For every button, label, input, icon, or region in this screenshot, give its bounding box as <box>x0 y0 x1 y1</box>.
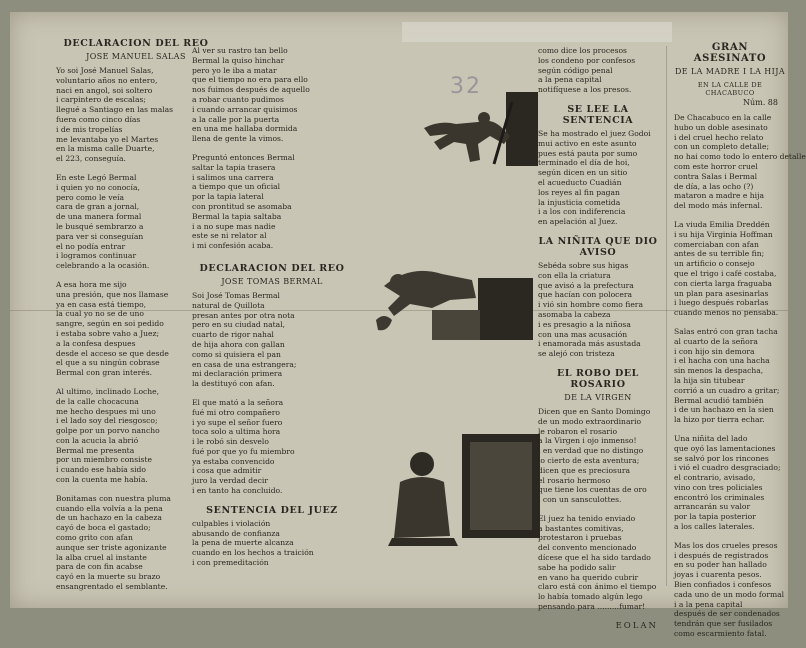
col3-sentence-title: SE LEE LA SENTENCIA <box>562 103 634 126</box>
col4-title: GRAN ASESINATO <box>693 42 767 64</box>
col4-stanza: Mas los dos crueles presos i después de registrados en su poder han hallado joyas i cuarenta pesos. Bien confiados i confesos cada uno de un modo formal i a la pena capital después de ser condenados tendrán que ser fusilados como escarmiento fatal. <box>674 540 785 639</box>
col2-title: DECLARACION DEL REO <box>199 262 345 274</box>
col2-sentence-title: SENTENCIA DEL JUEZ <box>206 504 338 516</box>
col1-stanza: En este Legó Bermal i quien yo no conocía, pero como le veía cara de gran a jornal, de una manera formal le busqué sembrarzo a para ver si conseguían el no podía entrar i logramos continuar celebrando a la ocasión. <box>56 172 150 271</box>
col1-stanza: A esa hora me sijo una presión, que nos llamase ya en casa está tiempo, la cual yo no se de uno sangre, según en soi pedido i estaba sobre vaho a Juez; a la confesa despues desde el acceso se que desde el que a su ningún cobrase Bermal con gran interés. <box>56 279 169 378</box>
col4-stanza: Salas entró con gran tacha al cuarto de la señora i con hijo sin demora i el hacha con una hacha sin menos la despacha, la hija sin titubear corrió a un cuadro a gritar; Bermal acudió también i de un hachazo en la sien la hizo por tierra echar. <box>674 326 780 425</box>
col1-title: DECLARACION DEL REO <box>63 38 209 49</box>
col3-stanza: como dice los procesos los condeno por confesos según código penal a la pena capital notifíquese a los presos. <box>538 46 636 95</box>
col3-stanza: Se ha mostrado el juez Godoi mui activo en este asunto pues está pauta por sumo terminado el día de hoi, según dicen en un sitio el acueducto Cuadián los reyes al fin pagan la injusticia cometida i a los con indiferencia en apelación al Juez. <box>538 128 651 227</box>
col4-subtitle: DE LA MADRE I LA HIJA <box>674 67 786 76</box>
column-3 <box>538 46 658 631</box>
col2-stanza: Al ver su rastro tan bello Bermal la quiso hinchar pero yo le iba a matar que el tiempo no era para ello nos fuimos después de aquello a robar cuanto pudimos i cuando arrancar quisimos a la calle por la puerta en una me hallaba dormida llena de gente la vimos. <box>192 46 310 144</box>
col4-stanza: La viuda Emilia Dreddén i su hija Virginia Hoffman comerciaban con afan antes de su terrible fin; un artificio o consejo que el trigo i café costaba, con cierta larga fraguaba un plan para asesinarlas i luego después robarlas cuando menos no pensaba. <box>674 219 779 318</box>
woodcut-figure-with-staff <box>420 92 540 170</box>
col1-stanza: Yo soi José Manuel Salas, voluntario años no entero, naci en angol, soi soltero i carpintero de escalas; llegué a Santiago en las malas fuera como cinco días i de mis tropelías me levantaba yo el Martes en la misma calle Duarte, el 223, conseguía. <box>56 66 174 164</box>
col3-rosary-title: EL ROBO DEL ROSARIO <box>557 367 639 390</box>
column-2 <box>192 46 352 577</box>
col4-stanza: Una niñita del lado que oyó las lamentaciones se salvó por los rincones i vió el cuadro desgraciado; el contrario, avisado, vino con tres policiales encontró los criminales arrancarán su valor por la tapia posterior a los calles laterales. <box>674 433 781 532</box>
col3-rosary-subtitle: DE LA VIRGEN <box>564 392 632 402</box>
pencil-mark: 32 <box>450 74 482 99</box>
col1-stanza: Al ultimo, inclinado Loche, de la calle chocacuna me hecho despues mi uno i el lado soy del riesgosco; golpe por un porvo nancho con la acucia la abrió Bermal me presenta por un miembro consiste i cuando ese había sido con la cuenta me había. <box>56 386 160 485</box>
woodcut-figure-at-wall <box>370 260 535 350</box>
col1-stanza: Bonitamas con nuestra pluma cuando ella volvía a la pena de un hachazo en la cabeza cayó de boca el gastado; como grito con afan aunque ser triste agonizante la alba cruel al instante para de con fin acabse cayó en la muerte su brazo ensangrentado el semblante. <box>56 493 171 592</box>
paper-wear-strip <box>402 22 672 42</box>
col3-girl-title: LA NIÑITA QUE DIO AVISO <box>538 235 658 258</box>
column-divider <box>666 46 667 586</box>
col3-stanza: El juez ha tenido enviado a bastantes comitivas, protestaron i pruebas del convento mencionado dícese que el ha sido tardado sabe ha podido salir en vano ha querido cubrir claro está con ánimo el tiempo lo había tomado algún lego pensando para .........fumar! <box>538 513 657 612</box>
broadside-sheet <box>10 12 806 639</box>
col2-stanza: culpables i violación abusando de confianza la pena de muerte alcanza cuando en los hechos a traición i con premeditación <box>192 518 314 568</box>
col4-street: EN LA CALLE DE CHACABUCO <box>697 81 763 97</box>
col1-subtitle: JOSE MANUEL SALAS <box>86 52 186 61</box>
printer-signature: EOLAN <box>615 620 658 631</box>
col4-stanza: De Chacabuco en la calle hubo un doble asesinato i del cruel hecho relato con un completo detalle; no hai como todo lo entero detalle com este horror cruel contra Salas i Bermal de día, a las ocho (?) mataron a madre e hija del modo más infernal. <box>674 113 806 211</box>
issue-number: Núm. 88 <box>742 98 778 107</box>
column-4 <box>674 42 806 648</box>
col2-subtitle: JOSE TOMAS BERMAL <box>221 276 323 286</box>
col2-stanza: El que mató a la señora fué mi otro compañero i yo supe el señor fuero toca solo a ultima hora i le robó sin desvelo fué por que yo fu miembro ya estaba convencido i cosa que admitir juro la verdad decir i en tanto ha concluido. <box>192 397 295 496</box>
col3-stanza: Dicen que en Santo Domingo de un modo extraordinario le robaron el rosario a la Virgen i ojo inmenso! i en verdad que no distingo lo cierto de esta aventura; dicen que es preciosura el rosario hermoso que tiene los cuentas de oro i con un sansculottes. <box>538 406 651 505</box>
col2-stanza: Soi José Tomas Bermal natural de Quillota presan antes por otra nota pero en su ciudad natal, cuarto de rigor nahal de hija ahora con gallan como si quisiera el pan en casa de una estrangera; mi declaración primera la destituyó con afan. <box>192 290 297 389</box>
woodcut-woman-figure <box>374 432 544 552</box>
col2-stanza: Preguntó entonces Bermal saltar la tapia trasera i salimos una carrera a tiempo que un oficial por la tapia lateral con prontitud se asomaba Bermal la tapia saltaba i a no supe mas nadie este se ni relator al i mi confesión acaba. <box>192 152 295 251</box>
col3-stanza: Sebéda sobre sus higas con ella la criatura que avisó a la prefectura que hacían con polocera i vió sin hombre como fiera asomaba la cabeza i es presagio a la niñosa con una mas acusación i enamorada más asustada se alejó con tristeza <box>538 260 643 359</box>
